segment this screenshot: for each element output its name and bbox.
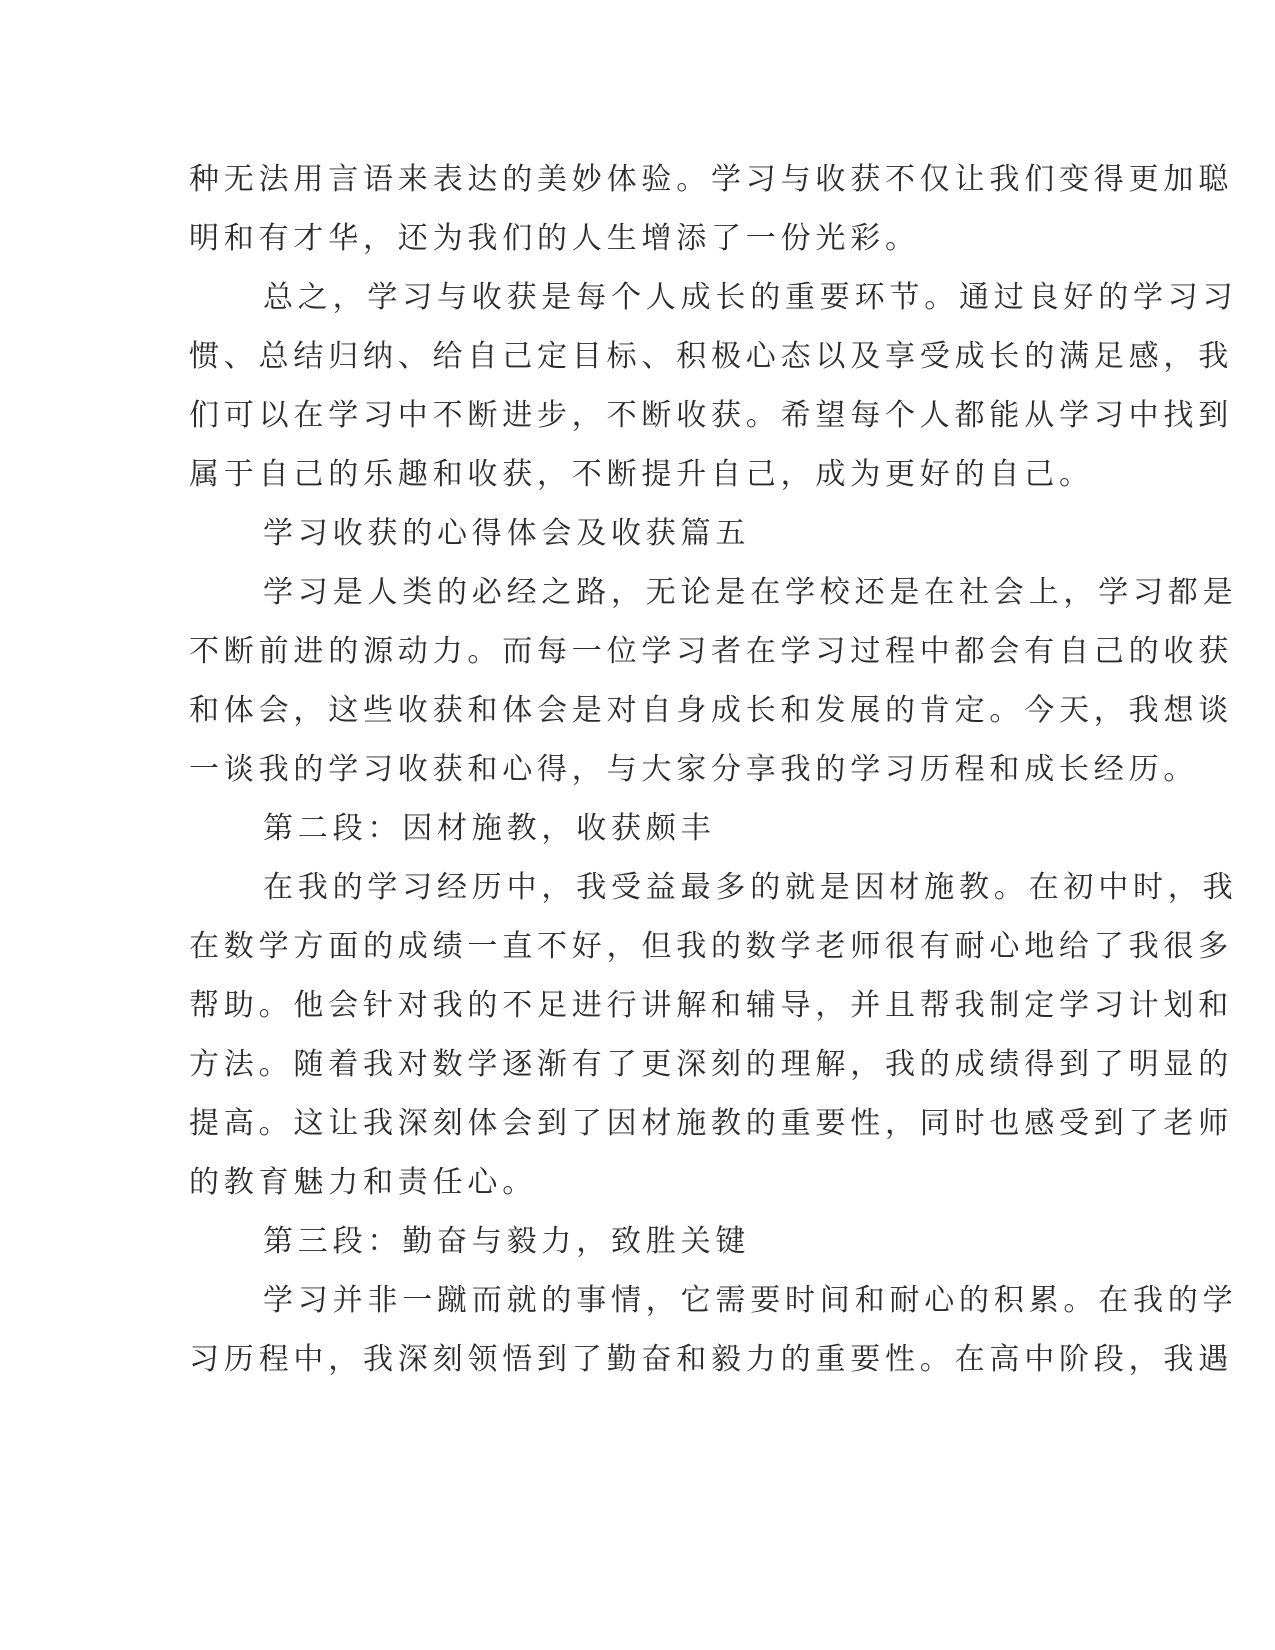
text-line: 明和有才华，还为我们的人生增添了一份光彩。: [189, 221, 920, 256]
text-line: 帮助。他会针对我的不足进行讲解和辅导，并且帮我制定学习计划和: [189, 988, 1233, 1023]
text-line: 习历程中，我深刻领悟到了勤奋和毅力的重要性。在高中阶段，我遇: [189, 1342, 1233, 1377]
text-line: 属于自己的乐趣和收获，不断提升自己，成为更好的自己。: [189, 457, 1094, 492]
text-line: 方法。随着我对数学逐渐有了更深刻的理解，我的成绩得到了明显的: [189, 1047, 1233, 1082]
paragraph-start-line: 在我的学习经历中，我受益最多的就是因材施教。在初中时，我: [263, 870, 1238, 905]
section-heading: 第二段：因材施教，收获颇丰: [263, 811, 716, 846]
text-line: 和体会，这些收获和体会是对自身成长和发展的肯定。今天，我想谈: [189, 693, 1233, 728]
paragraph-start-line: 学习是人类的必经之路，无论是在学校还是在社会上，学习都是: [263, 575, 1238, 610]
text-line: 种无法用言语来表达的美妙体验。学习与收获不仅让我们变得更加聪: [189, 162, 1233, 197]
text-line: 们可以在学习中不断进步，不断收获。希望每个人都能从学习中找到: [189, 398, 1233, 433]
text-line: 的教育魅力和责任心。: [189, 1165, 537, 1200]
text-line: 提高。这让我深刻体会到了因材施教的重要性，同时也感受到了老师: [189, 1106, 1233, 1141]
text-line: 惯、总结归纳、给自己定目标、积极心态以及享受成长的满足感，我: [189, 339, 1233, 374]
text-line: 不断前进的源动力。而每一位学习者在学习过程中都会有自己的收获: [189, 634, 1233, 669]
text-line: 一谈我的学习收获和心得，与大家分享我的学习历程和成长经历。: [189, 752, 1199, 787]
text-line: 在数学方面的成绩一直不好，但我的数学老师很有耐心地给了我很多: [189, 929, 1233, 964]
section-title: 学习收获的心得体会及收获篇五: [263, 516, 751, 551]
paragraph-start-line: 学习并非一蹴而就的事情，它需要时间和耐心的积累。在我的学: [263, 1283, 1238, 1318]
section-heading: 第三段：勤奋与毅力，致胜关键: [263, 1224, 751, 1259]
paragraph-start-line: 总之，学习与收获是每个人成长的重要环节。通过良好的学习习: [263, 280, 1238, 315]
